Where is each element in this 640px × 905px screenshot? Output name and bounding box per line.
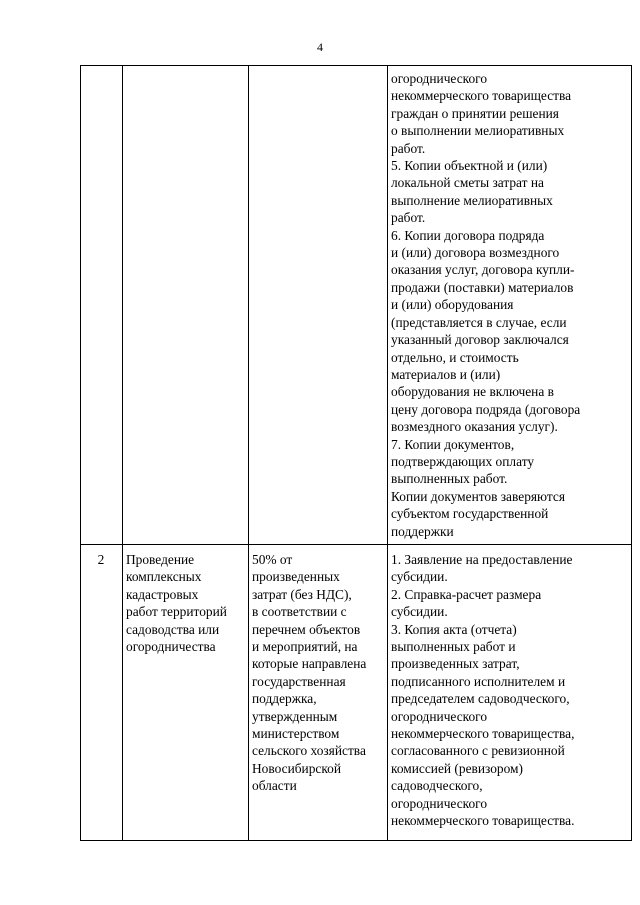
text-line: выполненных работ. <box>391 471 508 487</box>
text-line: кадастровых <box>126 586 199 602</box>
text-line: 7. Копии документов, <box>391 436 515 452</box>
text-line: сельского хозяйства <box>252 743 366 759</box>
text-line: утвержденным <box>252 708 338 724</box>
text-line: огороднического <box>391 795 488 811</box>
row-number-cell <box>81 66 123 545</box>
text-line: подтверждающих оплату <box>391 453 535 469</box>
rate-cell <box>249 544 388 840</box>
documents-cell <box>388 544 632 840</box>
text-line: (представляется в случае, если <box>391 314 567 330</box>
text-line: работ территорий <box>126 604 227 620</box>
text-line: которые направлена <box>252 656 367 672</box>
text-line: поддержки <box>391 523 454 539</box>
measure-cell <box>123 544 249 840</box>
text-line: продажи (поставки) материалов <box>391 279 574 295</box>
text-line: садоводства или <box>126 621 220 637</box>
text-line: 5. Копии объектной и (или) <box>391 158 548 174</box>
table-row <box>81 544 632 840</box>
subsidy-table <box>80 65 632 841</box>
text-line: огородничества <box>126 639 216 654</box>
text-line: и мероприятий, на <box>252 639 358 654</box>
text-line: затрат (без НДС), <box>252 586 352 602</box>
measure-cell <box>123 66 249 545</box>
text-line: области <box>252 778 297 794</box>
text-line: согласованного с ревизионной <box>391 743 565 759</box>
text-line: председателем садоводческого, <box>391 691 570 707</box>
row-number-cell: 2 <box>81 544 123 840</box>
text-line: оборудования не включена в <box>391 384 554 400</box>
text-line: в соответствии с <box>252 604 347 620</box>
text-line: 50% от <box>252 551 293 567</box>
text-line: граждан о принятии решения <box>391 105 559 121</box>
text-line: Проведение <box>126 551 195 567</box>
text-line: указанный договор заключался <box>391 332 569 348</box>
text-line: 3. Копия акта (отчета) <box>391 621 517 637</box>
text-line: и (или) оборудования <box>391 297 514 313</box>
text-line: материалов и (или) <box>391 366 501 382</box>
text-line: Копии документов заверяются <box>391 488 565 504</box>
text-line: произведенных затрат, <box>391 656 520 672</box>
text-line: некоммерческого товарищества, <box>391 726 575 742</box>
text-line: и (или) договора возмездного <box>391 245 560 261</box>
text-line: некоммерческого товарищества. <box>391 813 575 829</box>
rate-cell <box>249 66 388 545</box>
text-line: работ. <box>391 210 426 226</box>
documents-cell <box>388 66 632 545</box>
text-line: министерством <box>252 726 340 742</box>
text-line: субъектом государственной <box>391 506 549 522</box>
text-line: произведенных <box>252 569 340 585</box>
text-line: локальной сметы затрат на <box>391 175 544 191</box>
page-number: 4 <box>317 40 323 54</box>
text-line: цену договора подряда (договора <box>391 401 581 417</box>
text-line: субсидии. <box>391 569 448 585</box>
text-line: некоммерческого товарищества <box>391 88 572 104</box>
text-line: поддержка, <box>252 691 317 707</box>
text-line: подписанного исполнителем и <box>391 673 566 689</box>
text-line: Новосибирской <box>252 760 342 776</box>
text-line: 2. Справка-расчет размера <box>391 586 542 602</box>
text-line: садоводческого, <box>391 778 483 794</box>
text-line: комплексных <box>126 569 202 585</box>
text-line: перечнем объектов <box>252 621 361 637</box>
text-line: 1. Заявление на предоставление <box>391 551 573 567</box>
text-line: огороднического <box>391 71 488 86</box>
text-line: субсидии. <box>391 604 448 620</box>
text-line: огороднического <box>391 708 488 724</box>
text-line: возмездного оказания услуг). <box>391 419 558 435</box>
text-line: государственная <box>252 673 346 689</box>
text-line: оказания услуг, договора купли- <box>391 262 575 278</box>
table-row <box>81 66 632 545</box>
text-line: работ. <box>391 140 426 156</box>
text-line: о выполнении мелиоративных <box>391 123 565 139</box>
text-line: отдельно, и стоимость <box>391 349 519 365</box>
text-line: 6. Копии договора подряда <box>391 227 545 243</box>
text-line: комиссией (ревизором) <box>391 760 523 776</box>
text-line: выполнение мелиоративных <box>391 192 553 208</box>
text-line: выполненных работ и <box>391 639 516 654</box>
